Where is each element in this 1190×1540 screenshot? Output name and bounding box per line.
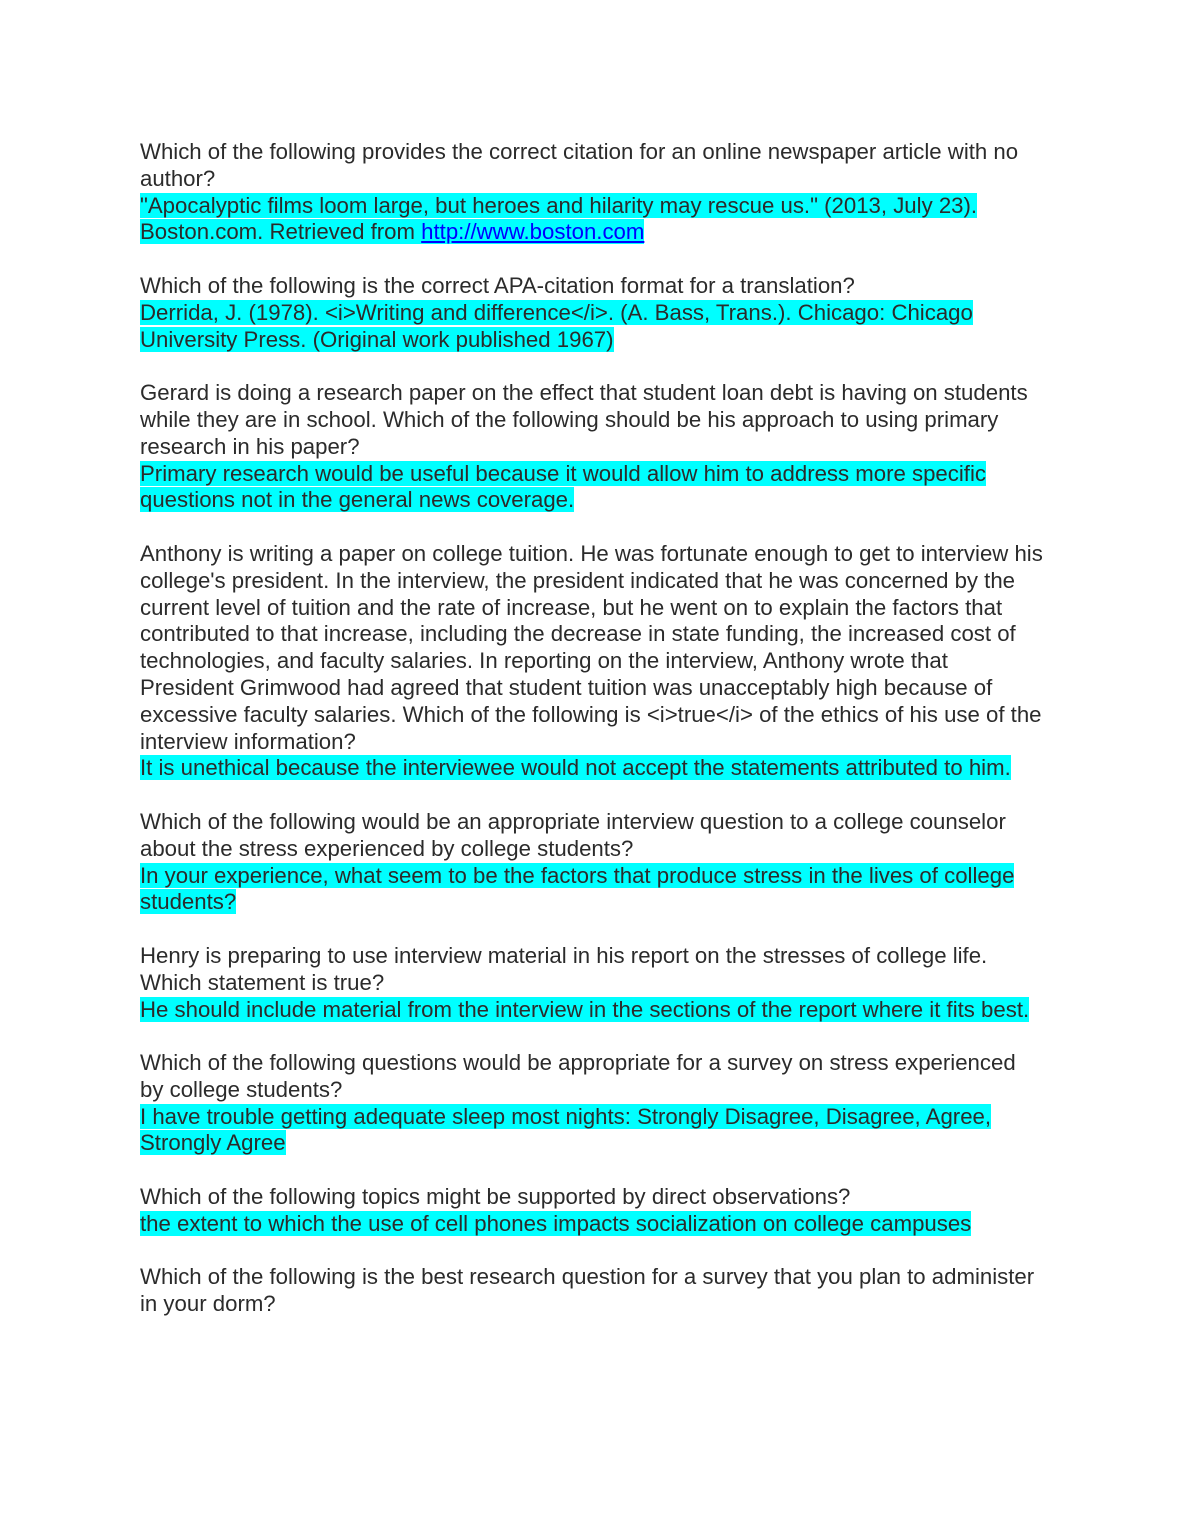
answer-text bbox=[140, 863, 1045, 917]
answer-text bbox=[140, 997, 1045, 1024]
answer-body: It is unethical because the interviewee would not accept the statements attributed to him. bbox=[140, 755, 1011, 781]
document-page bbox=[140, 139, 1045, 1345]
boston-link[interactable]: http://www.boston.com bbox=[421, 219, 645, 245]
answer-text bbox=[140, 461, 1045, 515]
answer-text bbox=[140, 1104, 1045, 1158]
answer-body: the extent to which the use of cell phones impacts socialization on college campuses bbox=[140, 1210, 972, 1236]
answer-body: In your experience, what seem to be the factors that produce stress in the lives of college students? bbox=[140, 862, 1015, 915]
qa-item-9 bbox=[140, 1264, 1045, 1318]
question-text: Which of the following would be an appropriate interview question to a college counselor about the stress experienced by college students? bbox=[140, 808, 1006, 861]
question-text: Which of the following questions would be appropriate for a survey on stress experienced by college students? bbox=[140, 1050, 1016, 1102]
answer-text bbox=[140, 300, 1045, 354]
qa-item-2 bbox=[140, 273, 1045, 353]
question-text: Which of the following is the correct APA-citation format for a translation? bbox=[140, 272, 855, 298]
answer-text bbox=[140, 755, 1045, 782]
question-text: Which of the following is the best research question for a survey that you plan to administer in your dorm? bbox=[140, 1264, 1035, 1317]
qa-item-8 bbox=[140, 1184, 1045, 1238]
answer-body: I have trouble getting adequate sleep most nights: Strongly Disagree, Disagree, Agree, Strongly Agree bbox=[140, 1103, 992, 1156]
question-text: Which of the following provides the correct citation for an online newspaper article with no author? bbox=[140, 139, 1019, 191]
qa-item-1 bbox=[140, 139, 1045, 246]
answer-text bbox=[140, 1211, 1045, 1238]
qa-item-6 bbox=[140, 943, 1045, 1023]
question-text: Which of the following topics might be supported by direct observations? bbox=[140, 1184, 851, 1210]
question-text: Gerard is doing a research paper on the effect that student loan debt is having on students while they are in school. Which of the following should be his approach to using primary research in his paper? bbox=[140, 380, 1028, 459]
qa-item-4 bbox=[140, 541, 1045, 782]
answer-body: Derrida, J. (1978). <i>Writing and difference</i>. (A. Bass, Trans.). Chicago: Chicago University Press. (Original work published 1967) bbox=[140, 299, 973, 352]
answer-text bbox=[140, 193, 1045, 247]
question-text: Henry is preparing to use interview material in his report on the stresses of college life. Which statement is true? bbox=[140, 942, 988, 995]
qa-item-5 bbox=[140, 809, 1045, 916]
answer-body: "Apocalyptic films loom large, but heroes and hilarity may rescue us." (2013, July 23). Boston.com. Retrieved from bbox=[140, 192, 978, 245]
qa-item-3 bbox=[140, 380, 1045, 514]
answer-body: Primary research would be useful because it would allow him to address more specific questions not in the general news coverage. bbox=[140, 460, 986, 513]
question-text: Anthony is writing a paper on college tuition. He was fortunate enough to get to interview his college's president. In the interview, the president indicated that he was concerned by the current level of tuition and the rate of increase, but he went on to explain the factors that contributed to that increase, including the decrease in state funding, the increased cost of technologies, and faculty salaries. In reporting on the interview, Anthony wrote that President Grimwood had agreed that student tuition was unacceptably high because of excessive faculty salaries. Which of the following is <i>true</i> of the ethics of his use of the interview information? bbox=[140, 540, 1043, 754]
qa-item-7 bbox=[140, 1050, 1045, 1157]
answer-body: He should include material from the interview in the sections of the report where it fits best. bbox=[140, 996, 1030, 1022]
